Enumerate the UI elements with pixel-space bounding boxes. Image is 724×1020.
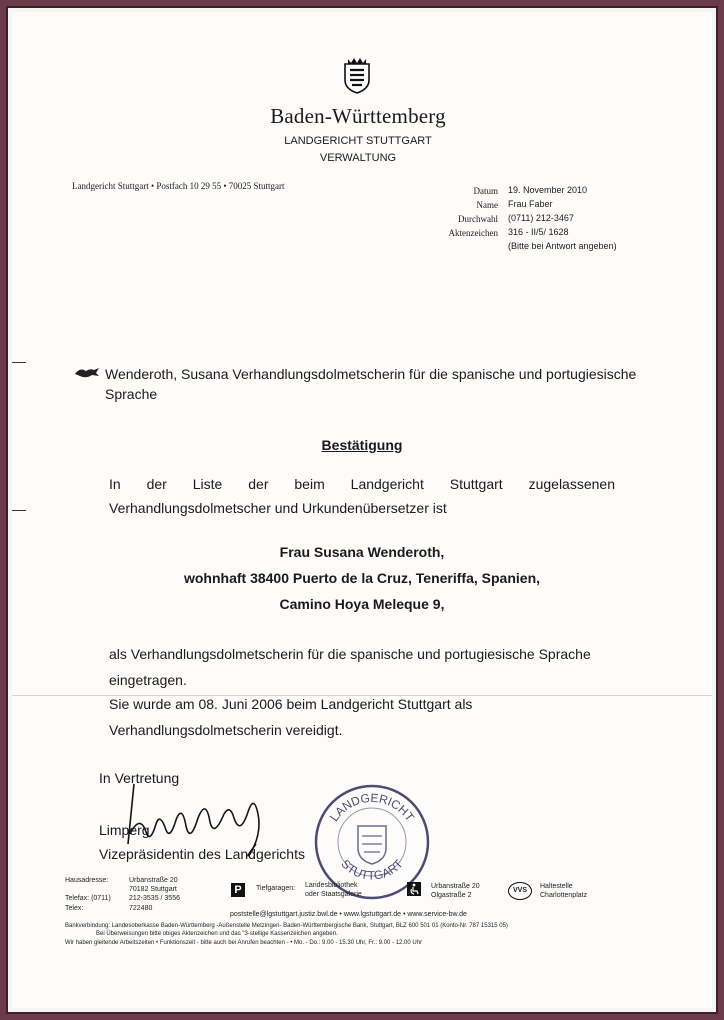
addressee: Wenderoth, Susana Verhandlungsdolmetscherin für die spanische und portugiesische Sprache [105, 366, 637, 402]
footer-fax-value: 212-3535 / 3556 [129, 895, 180, 902]
footer-fax-label: Telefax: (0711) [65, 895, 111, 902]
footer-transit-line1: Haltestelle [540, 883, 573, 890]
paragraph-registration-line2: eingetragen. [109, 672, 187, 688]
person-name: Frau Susana Wenderoth, [279, 544, 445, 560]
signature-name: Limperg [99, 822, 150, 838]
signature-role: Vizepräsidentin des Landgerichts [99, 846, 305, 862]
svg-text:STUTTGART [338, 856, 406, 882]
meta-value-date: 19. November 2010 [508, 185, 588, 195]
meta-value-name: Frau Faber [508, 199, 553, 209]
signature-in-place: In Vertretung [99, 770, 180, 786]
meta-label-phone: Durchwahl [458, 214, 498, 224]
lion-emblem-icon [74, 364, 100, 380]
footer-bank-line1: Bankverbindung: Landesoberkasse Baden-Württemberg -Außenstelle Metzingen- Baden-Württembergische Bank, Stuttgart, BLZ 600 501 01 (Konto-Nr. 787 15315 05) [65, 923, 508, 929]
footer-address-label: Hausadresse: [65, 877, 109, 884]
person-address-line1: wohnhaft 38400 Puerto de la Cruz, Teneriffa, Spanien, [183, 570, 541, 586]
footer-address-line1: Urbanstraße 20 [129, 877, 178, 884]
paragraph-intro-line2: Verhandlungsdolmetscher und Urkundenübersetzer ist [109, 500, 447, 516]
sender-line: Landgericht Stuttgart • Postfach 10 29 55 • 70025 Stuttgart [72, 181, 285, 191]
footer-telex-value: 722480 [129, 905, 153, 912]
paragraph-intro-line1: In der Liste der beim Landgericht Stuttgart zugelassenen [109, 476, 615, 492]
coat-of-arms-icon [342, 56, 372, 94]
division-name: VERWALTUNG [319, 152, 397, 164]
footer-access-line1: Urbanstraße 20 [431, 883, 480, 890]
meta-value-phone: (0711) 212-3467 [508, 213, 574, 223]
meta-label-date: Datum [473, 186, 498, 196]
wheelchair-icon [407, 882, 421, 896]
stamp-top-text: LANDGERICHT [327, 790, 417, 824]
person-address-line2: Camino Hoya Meleque 9, [279, 596, 445, 612]
document-title: Bestätigung [321, 437, 403, 453]
stamp-bottom-text: STUTTGART [338, 856, 406, 883]
letter-page [12, 12, 712, 1008]
court-name: LANDGERICHT STUTTGART [284, 135, 432, 147]
meta-value-file: 316 - II/5/ 1628 [508, 227, 569, 237]
paragraph-oath-line1: Sie wurde am 08. Juni 2006 beim Landgericht Stuttgart als [109, 696, 473, 712]
footer-bank-line2: Bei Überweisungen bitte obiges Aktenzeichen und das "3-stellige Kassenzeichen angeben. [96, 931, 338, 937]
footer-telex-label: Telex: [65, 905, 84, 912]
meta-label-file: Aktenzeichen [448, 228, 498, 238]
footer-transit-line2: Charlottenplatz [540, 892, 588, 899]
state-name: Baden-Württemberg [270, 104, 446, 128]
footer-access-line2: Olgastraße 2 [431, 892, 472, 899]
footer-address-line2: 70182 Stuttgart [129, 886, 177, 893]
parking-icon: P [231, 883, 245, 897]
meta-label-name: Name [476, 200, 498, 210]
fold-mark [12, 362, 26, 363]
transit-logo-icon: VVS [508, 882, 532, 900]
footer-parking-label: Tiefgaragen: [256, 885, 296, 892]
punch-mark [12, 510, 26, 511]
paragraph-oath-line2: Verhandlungsdolmetscherin vereidigt. [109, 722, 343, 738]
paragraph-registration-line1: als Verhandlungsdolmetscherin für die spanische und portugiesische Sprache [109, 646, 591, 662]
footer-parking-line2: oder Staatsgalerie [305, 891, 362, 898]
footer-office-hours: Wir haben gleitende Arbeitszeiten • Funktionszeit - bitte auch bei Anrufen beachten - • Mo. - Do.: 9.00 - 15.30 Uhr, Fr.: 9.00 - 12.00 Uhr [65, 940, 423, 946]
footer-parking-line1: Landesbibliothek [305, 882, 358, 889]
meta-note: (Bitte bei Antwort angeben) [508, 241, 617, 251]
footer-web-contacts: poststelle@lgstuttgart.justiz.bwl.de • www.lgstuttgart.de • www.service-bw.de [230, 911, 467, 918]
